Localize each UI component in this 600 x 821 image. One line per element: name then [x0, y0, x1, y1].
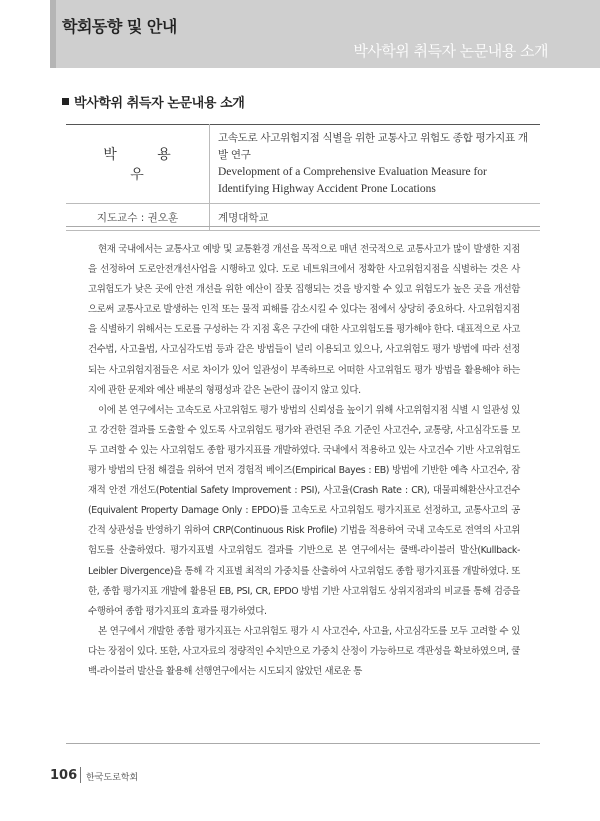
square-bullet-icon: [62, 98, 69, 105]
thesis-title-cell: [210, 125, 541, 204]
name-title-row: [66, 125, 540, 204]
abstract-paragraph: 이에 본 연구에서는 고속도로 사고위험도 평가 방법의 신뢰성을 높이기 위해 사고위험지점 식별 시 일관성 있고 강건한 결과를 도출할 수 있도록 사고위험도 평가와 관련된 주요 기준인 사고건수, 교통량, 사고심각도를 모두 고려할 수 있는 사고위험도 종합 평가지표를 개발하였다. 국내에서 적용하고 있는 사고건수 기반 사고위험도 평가 방법의 단점 해결을 위하여 먼저 경험적 베이즈(Empirical Bayes : EB) 방법에 기반한 예측 사고건수, 잠재적 안전 개선도(Potential Safety Improvement : PSI), 사고율(Crash Rate : CR), 대물피해환산사고건수(Equivalent Property Damage Only : EPDO)를 고속도로 사고위험도 평가지표로 선정하고, 교통사고의 공간적 상관성을 반영하기 위하여 CRP(Continuous Risk Profile) 기법을 적용하여 국내 고속도로 전역의 사고위험도를 산출하였다. 평가지표별 사고위험도 결과를 기반으로 본 연구에서는 쿨백-라이블러 발산(Kullback-Leibler Divergence)을 통해 각 지표별 최적의 가중치를 산출하여 사고위험도 종합 평가지표를 개발하였다. 또한, 종합 평가지표 개발에 활용된 EB, PSI, CR, EPDO 방법 기반 사고위험도 상위지점과의 비교를 통해 검증을 수행하여 종합 평가지표의 효과를 평가하였다.: [88, 404, 520, 617]
abstract-text: [88, 240, 520, 682]
author-name: 박 용 우: [66, 125, 210, 204]
footer-divider: [80, 767, 81, 783]
section-title: [62, 92, 244, 111]
page-number: 106: [50, 768, 78, 783]
header-title: 학회동향 및 안내: [62, 17, 177, 36]
journal-name: 한국도로학회: [86, 773, 139, 783]
advisor-label: 지도교수 : 권오훈: [66, 204, 210, 231]
thesis-title-korean: 고속도로 사고위험지점 식별을 위한 교통사고 위험도 종합 평가지표 개발 연구: [218, 131, 528, 161]
abstract-paragraph: 현재 국내에서는 교통사고 예방 및 교통환경 개선을 목적으로 매년 전국적으로 교통사고가 많이 발생한 지점을 선정하여 도로안전개선사업을 시행하고 있다. 도로 네트워크에서 정확한 사고위험지점을 식별하는 것은 사고위험도가 낮은 곳에 안전 개선을 위한 예산이 잘못 집행되는 것을 방지할 수 있고 위험도가 높은 곳을 개선함으로써 교통사고로 발생하는 인적 또는 물적 피해를 감소시킬 수 있다는 점에서 상당히 중요하다. 사고위험지점을 식별하기 위해서는 도로를 구성하는 각 지점 혹은 구간에 대한 사고위험도를 평가해야 한다. 대표적으로 사고건수법, 사고율법, 사고심각도법 등과 같은 방법들이 널리 이용되고 있으나, 사고위험도 평가 방법에 따라 선정되는 사고위험지점들은 서로 차이가 있어 일관성이 부족하므로 어떠한 사고위험도 평가 방법을 활용해야 하는지에 관한 문제와 예산 배분의 형평성과 같은 논란이 끊이지 않고 있다.: [88, 244, 520, 396]
author-info-table: [66, 124, 540, 231]
section-title-text: 박사학위 취득자 논문내용 소개: [74, 96, 245, 111]
header-subtitle: 박사학위 취득자 논문내용 소개: [353, 42, 548, 60]
university-name: 계명대학교: [210, 204, 541, 231]
thesis-title-english: Development of a Comprehensive Evaluation Measure for Identifying Highway Accident Prone Locations: [218, 165, 487, 195]
abstract-paragraph: 본 연구에서 개발한 종합 평가지표는 사고위험도 평가 시 사고건수, 사고율, 사고심각도를 모두 고려할 수 있다는 장점이 있다. 또한, 사고자료의 정량적인 수치만으로 가중치 산정이 가능하므로 객관성을 확보하였으며, 쿨백-라이블러 발산을 활용해 선행연구에서는 시도되지 않았던 새로운 통: [88, 625, 520, 677]
header-accent-strip: [50, 0, 56, 68]
